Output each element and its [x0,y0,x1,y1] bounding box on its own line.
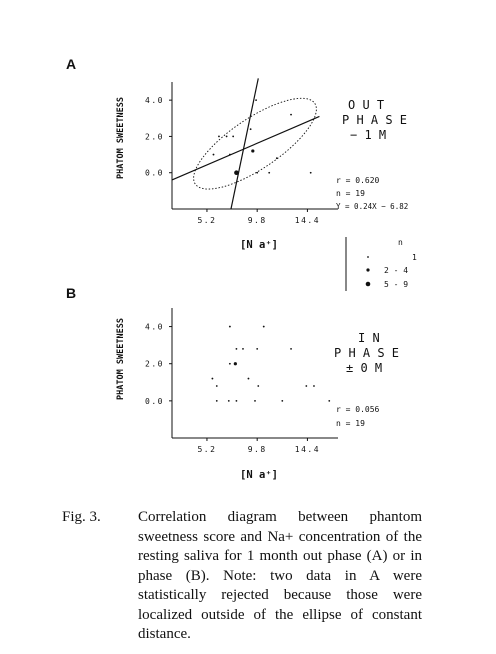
data-point [305,385,307,387]
y-tick-label: 0.0 [145,396,164,406]
legend-marker-small [367,256,369,258]
x-axis-label-b: [N a⁺] [240,469,278,481]
data-point [263,326,265,328]
caption-text: Correlation diagram between phantom sweetness score and Na+ concentration of the resting saliva for 1 month out phase (A) or in phase (B). Note: two data in A were statistically rejected because those were localized outside of the ellipse of constant distance. [138,509,422,642]
data-point [236,400,238,402]
x-tick-label: 5.2 [197,445,217,454]
data-point [248,378,250,380]
data-point [212,378,214,380]
data-point [250,128,252,130]
legend-marker-medium [366,268,369,271]
y-tick-label: 2.0 [145,132,164,142]
data-point [234,362,237,365]
data-point [257,385,259,387]
data-point [268,172,270,174]
y-tick-label: 4.0 [145,322,164,332]
panel-label-b: B [66,285,77,301]
y-tick-label: 0.0 [145,168,164,178]
data-point [290,114,292,116]
legend-label-1: 1 [412,253,417,262]
y-tick-label: 2.0 [145,359,164,369]
data-point [256,172,258,174]
phase-label-a-line2: P H A S E [342,113,408,127]
data-point [256,348,258,350]
stat-r-b: r = 0.056 [336,405,380,414]
phase-label-b-line2: P H A S E [334,346,400,360]
panel-b [66,285,399,481]
y-axis-label-a: PHATOM SWEETNESS [116,97,126,179]
phase-label-b-line3: ± 0 M [346,361,383,375]
plot-area-a [145,78,338,225]
data-point [290,348,292,350]
data-point [236,348,238,350]
data-point [255,99,257,101]
regression-line-y-on-x [172,116,319,180]
data-point [254,400,256,402]
data-point [313,385,315,387]
data-point [281,400,283,402]
data-point [328,400,330,402]
data-point [232,136,234,138]
legend-label-3: 5 - 9 [384,280,409,289]
data-point [251,149,254,152]
legend [346,237,417,291]
x-tick-label: 9.8 [247,445,267,454]
stat-equation-a: Y = 0.24X − 6.82 [336,202,409,211]
data-point [229,363,231,365]
figure-caption [62,508,422,645]
data-point [229,326,231,328]
phase-label-a-line1: O U T [348,98,385,112]
phase-label-a-line3: − 1 M [350,128,387,142]
legend-title: n [398,238,403,247]
data-point [276,157,278,159]
panel-a [66,56,408,251]
data-point [242,348,244,350]
data-point [213,154,215,156]
stat-r-a: r = 0.620 [336,176,380,185]
legend-label-2: 2 - 4 [384,266,409,275]
phase-label-b-line1: I N [358,331,380,345]
data-point [218,136,220,138]
plot-area-b [145,308,338,454]
regression-line-x-on-y [231,78,258,209]
y-tick-label: 4.0 [145,96,164,106]
data-point [229,154,231,156]
panel-label-a: A [66,56,77,72]
x-axis-label-a: [N a⁺] [240,239,278,251]
data-point [228,400,230,402]
stat-n-a: n = 19 [336,189,365,198]
data-point [234,170,239,175]
x-tick-label: 5.2 [197,216,217,225]
data-point [216,385,218,387]
data-point [226,136,228,138]
y-axis-label-b: PHATOM SWEETNESS [116,318,126,400]
stat-n-b: n = 19 [336,419,365,428]
x-tick-label: 14.4 [294,216,321,225]
caption-figure-label: Fig. 3. [62,509,101,525]
data-point [216,400,218,402]
legend-marker-large [366,282,371,287]
x-tick-label: 9.8 [247,216,267,225]
data-point [310,172,312,174]
x-tick-label: 14.4 [294,445,321,454]
